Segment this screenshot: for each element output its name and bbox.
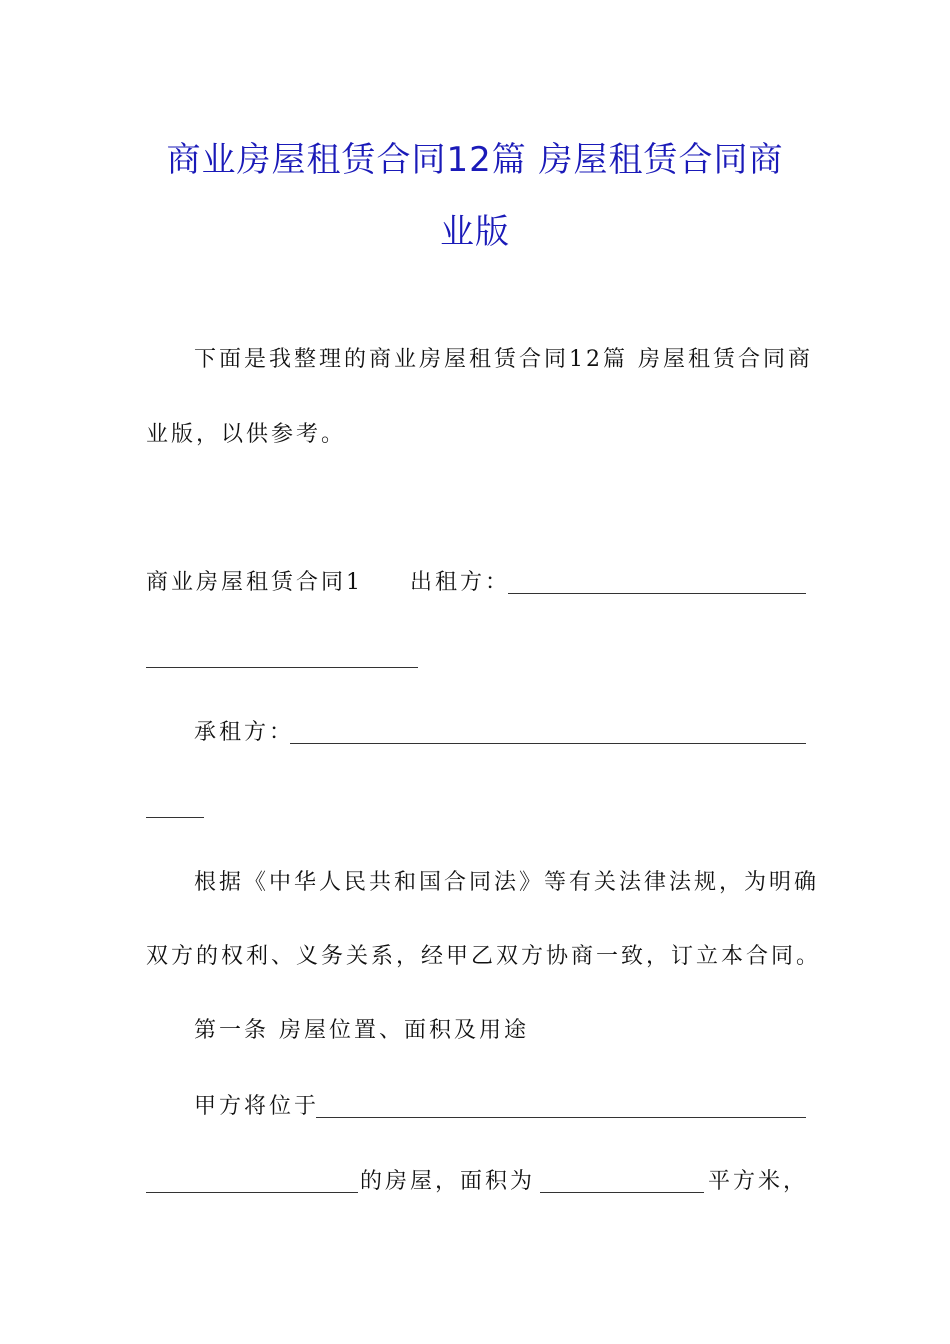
- lessee-blank-2: [146, 816, 204, 818]
- basis-line-1: 根据《中华人民共和国合同法》等有关法律法规，为明确: [194, 870, 820, 895]
- lessor-label: 出租方：: [410, 570, 511, 595]
- area-middle-text: 的房屋，面积为: [360, 1169, 536, 1194]
- lessor-blank-2: [146, 666, 418, 668]
- location-blank-2: [146, 1191, 358, 1193]
- article-1-heading: 第一条 房屋位置、面积及用途: [194, 1018, 529, 1043]
- basis-line-2: 双方的权利、义务关系，经甲乙双方协商一致，订立本合同。: [146, 944, 822, 969]
- area-middle-text-row: [360, 1167, 535, 1197]
- location-blank-1: [316, 1116, 806, 1118]
- contract-1-heading: 商业房屋租赁合同1: [146, 570, 363, 595]
- lessor-row: [410, 568, 510, 598]
- location-prefix: 甲方将位于: [194, 1094, 320, 1119]
- document-title-line-2: 业版: [440, 212, 510, 252]
- intro-line-2: 业版，以供参考。: [146, 422, 347, 447]
- contract-1-heading-row: [146, 568, 363, 598]
- area-suffix: 平方米，: [708, 1169, 809, 1194]
- area-blank: [540, 1191, 704, 1193]
- intro-line-1: 下面是我整理的商业房屋租赁合同12篇 房屋租赁合同商: [194, 347, 813, 372]
- article-1-line-1: [194, 1092, 319, 1122]
- lessee-blank-1: [290, 742, 806, 744]
- lessee-label: 承租方：: [194, 720, 295, 745]
- area-suffix-row: [708, 1167, 808, 1197]
- document-title-line-1: 商业房屋租赁合同12篇 房屋租赁合同商: [166, 140, 784, 180]
- lessor-blank-1: [508, 592, 806, 594]
- lessee-row: [194, 718, 294, 748]
